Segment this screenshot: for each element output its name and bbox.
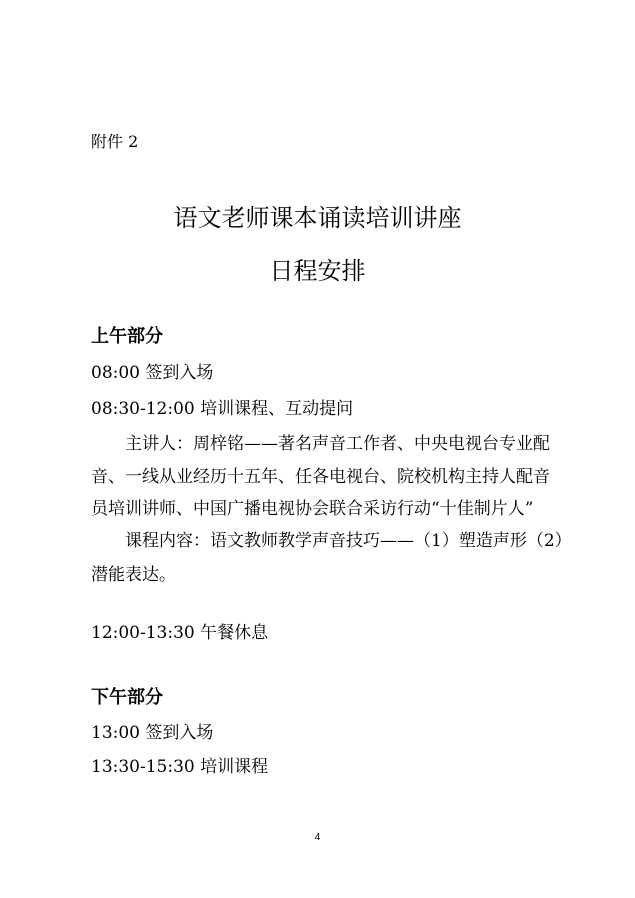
afternoon-checkin: 13:00 签到入场 xyxy=(91,723,214,743)
course-content-line-2: 潜能表达。 xyxy=(91,565,176,585)
afternoon-training: 13:30-15:30 培训课程 xyxy=(91,757,269,777)
attachment-label: 附件 2 xyxy=(91,132,139,151)
course-content-line-1: 课程内容：语文教师教学声音技巧——（1）塑造声形（2） xyxy=(125,531,572,551)
speaker-line-1: 主讲人：周梓铭——著名声音工作者、中央电视台专业配 xyxy=(125,434,550,454)
document-subtitle: 日程安排 xyxy=(269,257,366,285)
speaker-line-3: 员培训讲师、中国广播电视协会联合采访行动“十佳制片人” xyxy=(91,499,534,519)
speaker-line-2: 音、一线从业经历十五年、任各电视台、院校机构主持人配音 xyxy=(91,467,550,487)
page-number: 4 xyxy=(314,832,321,843)
document-title: 语文老师课本诵读培训讲座 xyxy=(173,204,462,232)
lunch-break: 12:00-13:30 午餐休息 xyxy=(91,623,269,643)
morning-section-heading: 上午部分 xyxy=(91,326,163,347)
morning-training: 08:30-12:00 培训课程、互动提问 xyxy=(91,399,354,419)
morning-checkin: 08:00 签到入场 xyxy=(91,363,214,383)
afternoon-section-heading: 下午部分 xyxy=(91,687,163,708)
